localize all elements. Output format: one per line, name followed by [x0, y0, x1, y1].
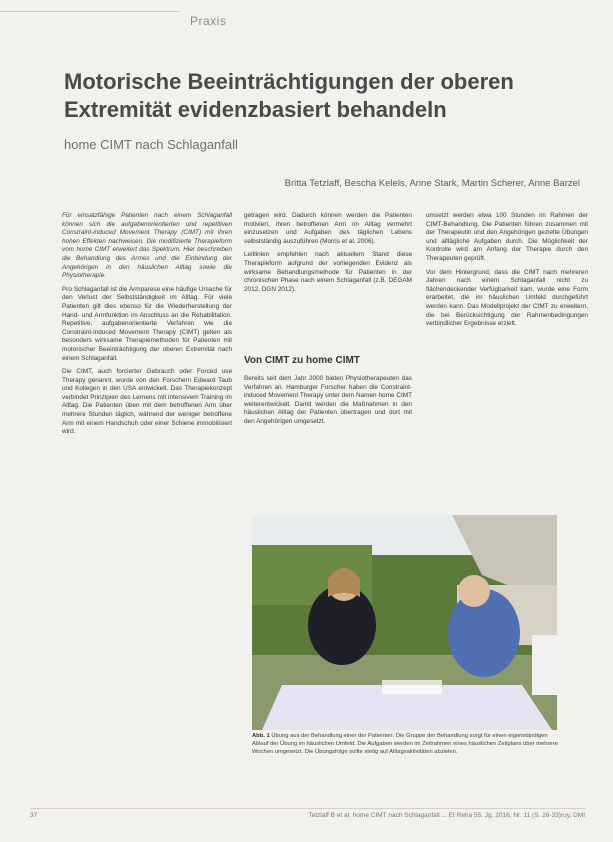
body-paragraph: Leitlinien empfehlen nach aktuellem Stand diese Therapieform aufgrund der vorliegenden Evidenz als wirksame Behandlungsmethode für Patienten in der chronischen Phase nach einem Schlaganfall (z.B. DEGAM 2012, DGN 2012).	[244, 251, 412, 293]
patient-head	[458, 575, 490, 607]
section-label: Praxis	[190, 14, 227, 28]
article-title	[64, 68, 584, 124]
caption-label: Abb. 1	[252, 733, 270, 739]
body-paragraph: Die CIMT, auch forcierter Gebrauch oder Forced use Therapy genannt, wurde von den Forschern Edward Taub und Kollegen in den USA entwickelt. Das Therapiekonzept verbindet Prinzipien des Lernens mit intensivem Training im Alltag. Die Patienten üben mit dem betroffenen Arm über mehrere Stunden täglich, während der weniger betroffene Arm mit einem Handschuh oder einer Schiene immobilisiert wird.	[62, 368, 232, 436]
page-number: 37	[30, 812, 38, 819]
text-column-1	[62, 212, 232, 442]
exercise-papers	[382, 680, 442, 694]
body-paragraph: getragen wird. Dadurch können werden die Patienten motiviert, ihren betroffenen Arm im Alltag vermehrt einzusetzen und Aufgaben des täglichen Lebens selbstständig auszuführen (Morris et al. 2006).	[244, 212, 412, 245]
figure-caption	[252, 732, 562, 756]
footer-rule	[30, 808, 585, 809]
section-subheading: Von CIMT zu home CIMT	[244, 355, 360, 366]
article-title-line-2: Extremität evidenzbasiert behandeln	[64, 97, 447, 122]
section-rule	[0, 11, 180, 12]
body-paragraph: Bereits seit dem Jahr 2000 bieten Physiotherapeuten das Verfahren an. Hamburger Forscher haben die Constraint-induced Movement Therapy unter dem Namen home CIMT weiterentwickelt. Damit werden die Maßnahmen in den häuslichen Alltag der Patienten übertragen und dort mit den Angehörigen umgesetzt.	[244, 375, 412, 425]
article-subtitle: home CIMT nach Schlaganfall	[64, 137, 238, 152]
article-title-line-1: Motorische Beeinträchtigungen der oberen	[64, 69, 514, 94]
body-paragraph: Pro Schlaganfall ist die Armparese eine häufige Ursache für den Verlust der Selbstständigkeit im Alltag. Für viele Patienten gilt dies ebenso für die Wiederherstellung der Hand- und Armfunktion im Anschluss an die Rehabilitation. Repetitive, aufgabenorientierte Verfahren wie die Constraint-induced Movement Therapy (CIMT) gelten als besonders wirksame Therapiemethoden für Patienten mit motorischer Beeinträchtigung der oberen Extremität nach einem Schlaganfall.	[62, 285, 232, 362]
figure-photo	[252, 515, 557, 730]
caption-text: Übung aus der Behandlung einer der Patienten: Die Gruppe der Behandlung sorgt für einen eigenständigen Ablauf der Übung im häuslichen Umfeld. Die Aufgaben werden im Zeitrahmen eines häuslichen Zeitplans über mehrere Wochen umgesetzt. Die Übungsfolge sollte stetig auf Alltagsaktivitäten abzielen.	[252, 733, 558, 755]
text-column-3	[426, 212, 588, 334]
intro-paragraph: Für einsatzfähige Patienten nach einem Schlaganfall können sich die aufgabenorientierten und repetitiven Constraint-induced Movement Therapy (CIMT) mit ihren hohen Effekten nachweisen. Die modifizierte Therapieform vom home CIMT erweitert das Spektrum. Hier beschreiben die Behandlung des Armes und die Einbindung der Angehörigen in den häuslichen Alltag sowie die Physiotherapie.	[62, 212, 232, 280]
article-authors: Britta Tetzlaff, Bescha Kelels, Anne Stark, Martin Scherer, Anne Barzel	[284, 178, 580, 189]
therapy-session-image	[252, 515, 557, 730]
body-paragraph: Vor dem Hintergrund, dass die CIMT nach mehreren Jahren nach einem Schlaganfall nicht zu flächendeckender Verfügbarkeit kam, wurde eine Form erarbeitet, die im häuslichen Umfeld durchgeführt werden kann. Das Modellprojekt der CIMT zu erweitern, die bei Berücksichtigung der Rahmenbedingungen verbindlicher Ergebnisse erzielt.	[426, 268, 588, 328]
garden-chair	[532, 635, 557, 695]
text-column-2-continued	[244, 375, 412, 432]
citation-reference: Tetzlaff B et al. home CIMT nach Schlaganfall ... Et Reha 55. Jg. 2016, Nr. 11 (S. 26-33)ruy, DMI	[308, 812, 585, 819]
body-paragraph: umsetzt werden etwa 100 Stunden im Rahmen der CIMT-Behandlung. Die Patienten führen zusammen mit der Therapeutin und den Angehörigen gezielte Übungen und alltägliche Aufgaben durch. Die Möglichkeit der Kontrolle wird am Anfang der Therapie durch den Therapeuten geprüft.	[426, 212, 588, 262]
text-column-2	[244, 212, 412, 299]
